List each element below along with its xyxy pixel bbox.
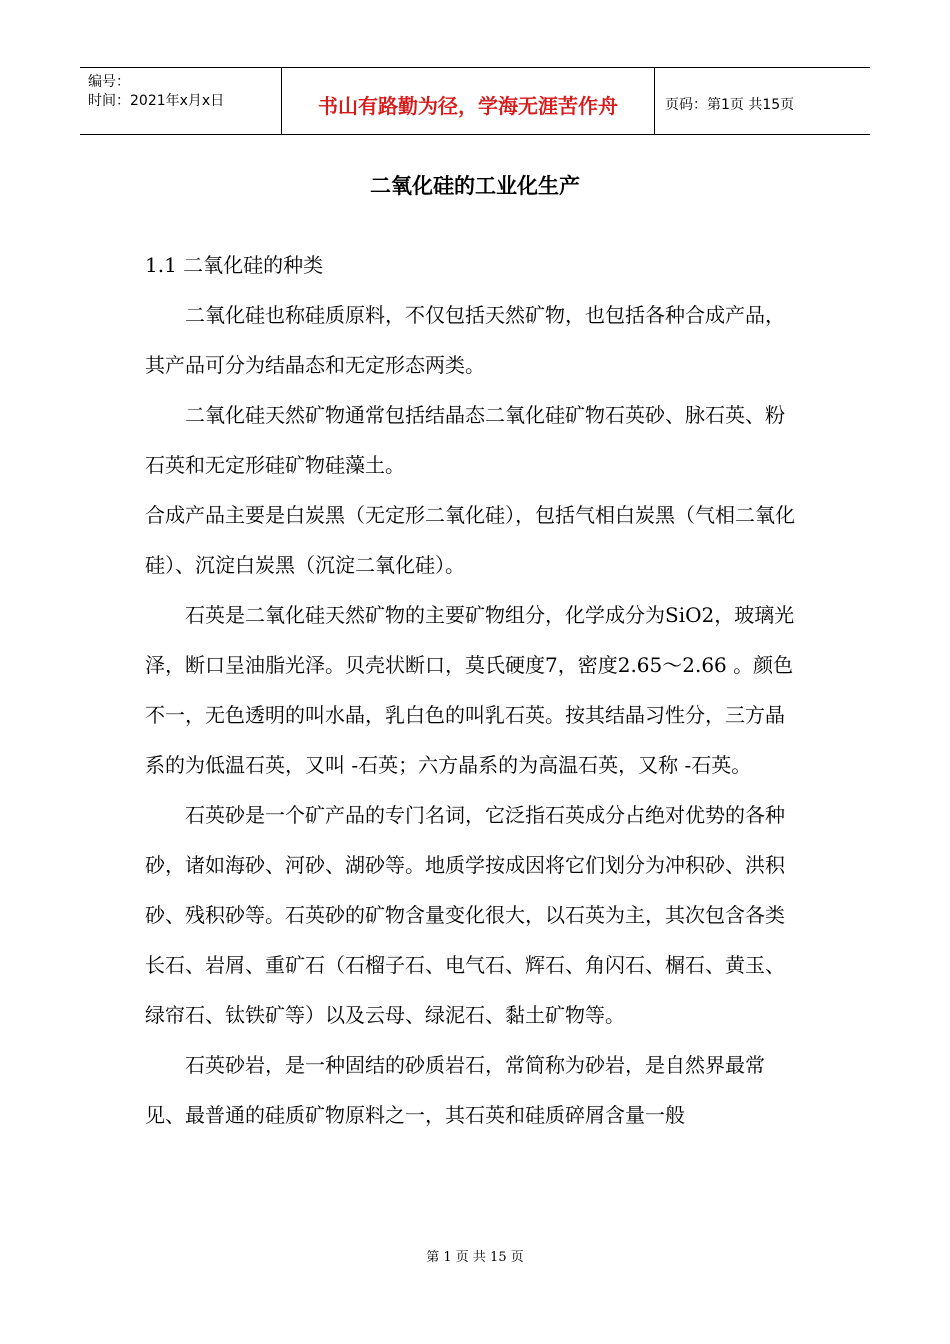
paragraph: 石英砂岩，是一种固结的砂质岩石，常简称为砂岩，是自然界最常见、最普通的硅质矿物原料之一，其石英和硅质碎屑含量一般 <box>145 1053 765 1127</box>
header-table <box>80 67 870 135</box>
paragraph: 二氧化硅天然矿物通常包括结晶态二氧化硅矿物石英砂、脉石英、粉石英和无定形硅矿物硅藻土。 <box>145 403 785 477</box>
document-number-label: 编号： <box>88 74 130 90</box>
paragraph: 石英是二氧化硅天然矿物的主要矿物组分，化学成分为SiO2，玻璃光泽，断口呈油脂光泽。贝壳状断口，莫氏硬度7，密度2.65～2.66 。颜色不一，无色透明的叫水晶，乳白色的叫乳石英。按其结晶习性分，三方晶系的为低温石英，又叫 -石英；六方晶系的为高温石英，又称 -石英。 <box>145 603 795 777</box>
header-page-info: 页码：第1页 共15页 <box>665 97 795 113</box>
paragraph: 合成产品主要是白炭黑（无定形二氧化硅），包括气相白炭黑（气相二氧化硅）、沉淀白炭黑（沉淀二氧化硅）。 <box>145 503 795 577</box>
header-meta-cell <box>80 68 282 134</box>
document-date-label: 时间：2021年x月x日 <box>88 93 225 109</box>
document-title: 二氧化硅的工业化生产 <box>370 174 580 198</box>
document-body <box>145 240 800 1140</box>
page-footer: 第 1 页 共 15 页 <box>426 1250 524 1265</box>
header-motto: 书山有路勤为径，学海无涯苦作舟 <box>282 68 655 134</box>
paragraph: 石英砂是一个矿产品的专门名词，它泛指石英成分占绝对优势的各种砂，诸如海砂、河砂、湖砂等。地质学按成因将它们划分为冲积砂、洪积砂、残积砂等。石英砂的矿物含量变化很大，以石英为主，其次包含各类长石、岩屑、重矿石（石榴子石、电气石、辉石、角闪石、榍石、黄玉、绿帘石、钛铁矿等）以及云母、绿泥石、黏土矿物等。 <box>145 803 785 1027</box>
paragraph: 二氧化硅也称硅质原料，不仅包括天然矿物，也包括各种合成产品，其产品可分为结晶态和无定形态两类。 <box>145 303 785 377</box>
section-heading: 1.1 二氧化硅的种类 <box>145 253 324 277</box>
